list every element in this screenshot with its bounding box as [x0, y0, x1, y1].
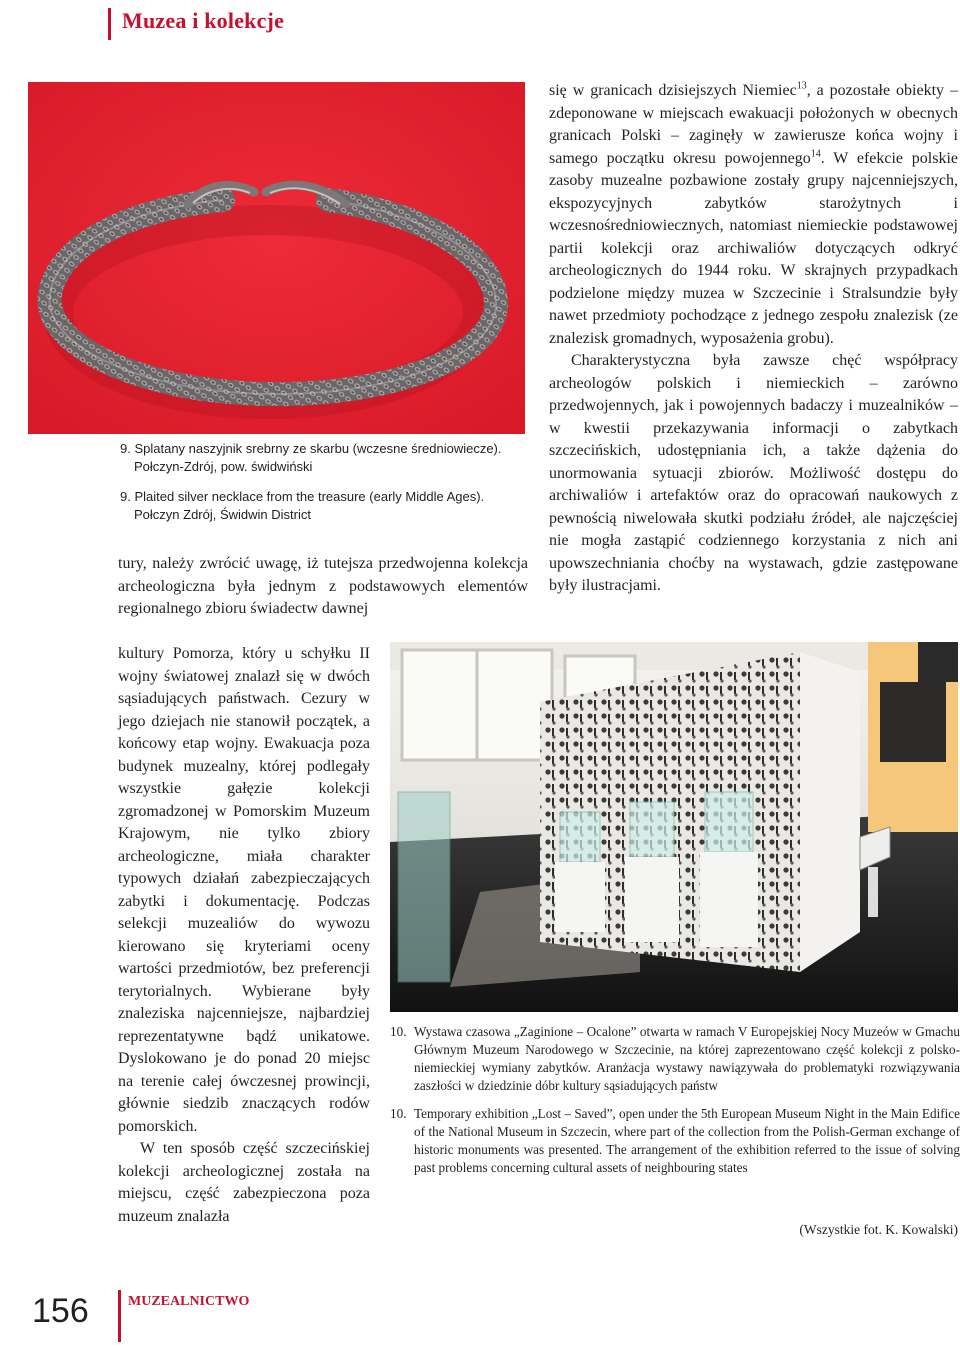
footer-rule	[118, 1290, 121, 1342]
photo-credits: (Wszystkie fot. K. Kowalski)	[799, 1222, 958, 1237]
body-text-column-1-narrow	[118, 643, 370, 1228]
caption-text: Wystawa czasowa „Zaginione – Ocalone” otwarta w ramach V Europejskiej Nocy Muzeów w Gmachu Głównym Muzeum Narodowego w Szczecinie, na której zaprezentowano część kolekcji z polsko-niemieckiej wymiany zabytków. Aranżacja wystawy nawiązywała do problematyki rozwiązywania zaszłości w dziedzinie dóbr kultury sąsiadujących państw	[414, 1024, 960, 1093]
journal-name: MUZEALNICTWO	[128, 1294, 250, 1309]
caption-pl-line-2: Połczyn-Zdrój, pow. świdwiński	[134, 459, 313, 474]
footnote-ref-14: 14	[810, 148, 821, 160]
caption-en-line-2: Połczyn Zdrój, Świdwin District	[134, 507, 311, 522]
section-title: Muzea i kolekcje	[122, 8, 285, 33]
caption-text: Temporary exhibition „Lost – Saved”, open under the 5th European Museum Night in the Main Edifice of the National Museum in Szczecin, where part of the collection from the Polish-German exchange of historic monuments was presented. The arrangement of the exhibition referred to the issue of solving past problems concerning cultural assets of neighbouring states	[414, 1106, 960, 1175]
caption-number: 10.	[390, 1024, 407, 1039]
footnote-ref-13: 13	[796, 80, 807, 92]
paragraph	[549, 80, 958, 350]
body-text-column-1-wide	[118, 553, 528, 621]
exhibition-photo	[390, 642, 958, 1012]
paragraph: W ten sposób część szczecińskiej kolekcji archeologicznej została na miejscu, część zabezpieczona poza muzeum znalazła	[118, 1140, 370, 1225]
body-text-column-2	[549, 80, 958, 598]
figure-10-caption	[390, 1023, 960, 1177]
paragraph: Charakterystyczna była zawsze chęć współpracy archeologów polskich i niemieckich – zarówno przedwojennych, jak i powojennych badaczy i muzealników – w kwestii przekazywania informacji o zabytkach szczecińskich, udostępniania ich, a także dążenia do unormowania sytuacji zbiorów. Możliwość dostępu do archiwaliów i artefaktów oraz do opracowań naukowych z pewnością niwelowała skutki podziału źródeł, ale najczęściej nie mogła zastąpić codziennego korzystania z nich ani upowszechniania choćby na wystawach, gdzie zastępowane były ilustracjami.	[549, 352, 958, 594]
text-run: się w granicach dzisiejszych Niemiec	[549, 82, 797, 99]
paragraph: kultury Pomorza, który u schyłku II wojny światowej znalazł się w dwóch sąsiadujących państwach. Cezury w jego dziejach nie stanowił początek, a końcowy etap wojny. Ewakuacja poza budynek muzealny, której podlegały wszystkie gałęzie kolekcji zgromadzonej w Pomorskim Muzeum Krajowym, nie tylko zbiory archeologiczne, miała charakter typowych działań zabezpieczających zabytki i dokumentację. Podczas selekcji muzealiów do wywozu kierowano się kryteriami oceny wartości przedmiotów, bez preferencji terytorialnych. Wybierane były znaleziska najcenniejsze, najbardziej reprezentatywne bądź unikatowe. Dyslokowano je do ponad 20 miejsc na terenie całej ówczesnej prowincji, głównie siedzib znaczących rodów pomorskich.	[118, 645, 370, 1135]
section-title-rule	[108, 8, 111, 40]
text-run: , a pozostałe obiekty – zdeponowane w miejscach ewakuacji położonych w obecnych granicach Polski – zaginęły w zawierusze końca wojny i samego początku okresu powojennego	[549, 82, 958, 167]
caption-pl-line-1: 9. Splatany naszyjnik srebrny ze skarbu (wczesne średniowiecze).	[120, 441, 502, 456]
paragraph: tury, należy zwrócić uwagę, iż tutejsza przedwojenna kolekcja archeologiczna była jednym z podstawowych elementów regionalnego zbioru świadectw dawnej	[118, 555, 528, 617]
figure-9-caption	[120, 440, 528, 524]
caption-en-line-1: 9. Plaited silver necklace from the treasure (early Middle Ages).	[120, 489, 485, 504]
page-number: 156	[32, 1292, 89, 1330]
text-run: . W efekcie polskie zasoby muzealne pozbawione zostały grupy najcenniejszych, ekspozycyjnych zabytków starożytnych i wczesnośredniowiecznych, natomiast niemieckie podstawowej partii kolekcji oraz archiwaliów dotyczących odkryć archeologicznych do 1944 roku. W skrajnych przypadkach podzielone między muzea w Szczecinie i Stralsundzie były nawet przedmioty pochodzące z jednego zespołu znalezisk (ze znalezisk gromadnych, wyposażenia grobu).	[549, 149, 958, 347]
necklace-photo	[28, 82, 525, 434]
caption-en	[390, 1105, 960, 1177]
caption-number: 10.	[390, 1106, 407, 1121]
caption-pl	[390, 1023, 960, 1095]
